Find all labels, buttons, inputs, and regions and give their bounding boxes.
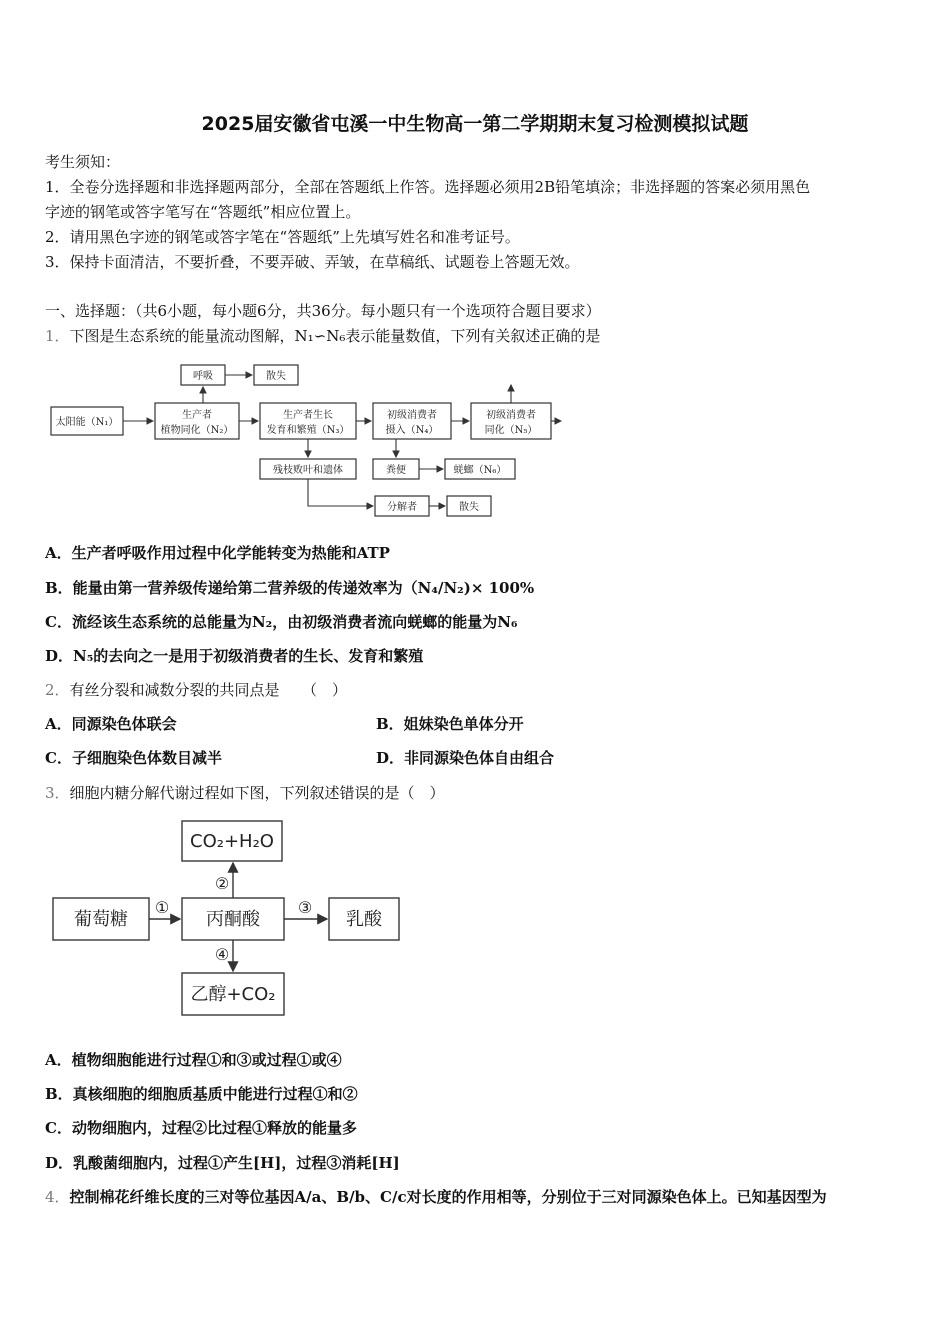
producer-label-2: 植物同化（N₂） [160,425,234,436]
question-stem: 控制棉花纤维长度的三对等位基因A/a、B/b、C/c对长度的作用相等，分别位于三对同源染色体上。已知基因型为 [69,1188,827,1206]
question-1 [45,326,600,346]
dungbeetle-label: 蜣螂（N₆） [453,465,507,476]
q1-option-d[interactable]: D．N₅的去向之一是用于初级消费者的生长、发育和繁殖 [45,647,424,665]
loss-label-2: 散失 [459,502,479,513]
q2-option-d[interactable]: D．非同源染色体自由组合 [376,749,555,767]
process-1-label: ① [154,898,170,917]
pyruvate-label: 丙酮酸 [206,909,260,930]
process-4-label: ④ [214,945,230,964]
q3-option-b[interactable]: B．真核细胞的细胞质基质中能进行过程①和② [45,1085,358,1103]
page-title: 2025届安徽省屯溪一中生物高一第二学期期末复习检测模拟试题 [201,113,749,135]
q3-option-c[interactable]: C．动物细胞内，过程②比过程①释放的能量多 [45,1119,357,1137]
notice-item-1-cont: 字迹的钢笔或答字笔写在“答题纸”相应位置上。 [45,203,361,221]
q3-option-a[interactable]: A．植物细胞能进行过程①和③或过程①或④ [45,1051,342,1069]
decomposer-label: 分解者 [387,502,417,513]
notice-item-3: 3．保持卡面清洁，不要折叠，不要弄破、弄皱，在草稿纸、试题卷上答题无效。 [45,253,580,271]
growth-label-2: 发育和繁殖（N₃） [266,425,350,436]
energy-flow-diagram [45,355,565,525]
q2-option-b[interactable]: B．姐妹染色单体分开 [376,715,524,733]
question-3 [45,783,445,803]
intake-label-2: 摄入（N₄） [385,425,439,436]
question-number: 1． [45,327,70,345]
growth-label-1: 生产者生长 [283,410,333,421]
notice-item-2: 2．请用黑色字迹的钢笔或答字笔在“答题纸”上先填写姓名和准考证号。 [45,228,520,246]
q3-option-d[interactable]: D．乳酸菌细胞内，过程①产生[H]，过程③消耗[H] [45,1154,400,1172]
question-4 [45,1187,827,1207]
sun-label: 太阳能（N₁） [55,417,119,428]
process-3-label: ③ [297,898,313,917]
assim-label-1: 初级消费者 [486,410,536,421]
feces-label: 粪便 [386,465,406,476]
litter-label: 残枝败叶和遗体 [273,465,343,476]
assim-label-2: 同化（N₅） [484,425,538,436]
ethanol-co2-label: 乙醇+CO₂ [190,984,276,1005]
question-number: 2． [45,681,70,699]
q1-option-b[interactable]: B．能量由第一营养级传递给第二营养级的传递效率为（N₄/N₂)× 100% [45,579,535,597]
question-number: 4． [45,1188,70,1206]
notice-item-1: 1．全卷分选择题和非选择题两部分，全部在答题纸上作答。选择题必须用2B铅笔填涂；非选择题的答案必须用黑色 [45,178,811,196]
process-2-label: ② [214,874,230,893]
question-number: 3． [45,784,70,802]
q1-option-a[interactable]: A．生产者呼吸作用过程中化学能转变为热能和ATP [45,544,390,562]
producer-label-1: 生产者 [182,410,212,421]
q2-option-c[interactable]: C．子细胞染色体数目减半 [45,749,222,767]
question-stem: 细胞内糖分解代谢过程如下图，下列叙述错误的是（ ） [69,784,445,802]
respiration-label: 呼吸 [193,371,213,382]
question-stem: 下图是生态系统的能量流动图解，N₁∽N₆表示能量数值，下列有关叙述正确的是 [69,327,601,345]
question-stem: 有丝分裂和减数分裂的共同点是 （ ） [69,681,348,699]
intake-label-1: 初级消费者 [387,410,437,421]
co2-h2o-label: CO₂+H₂O [190,831,274,852]
glucose-label: 葡萄糖 [74,909,128,930]
question-2 [45,680,347,700]
glucose-metabolism-diagram [45,815,415,1020]
lactate-label: 乳酸 [346,909,382,930]
q2-option-a[interactable]: A．同源染色体联会 [45,715,177,733]
loss-label-1: 散失 [266,371,286,382]
notice-heading: 考生须知： [45,153,121,171]
section-heading: 一、选择题：（共6小题，每小题6分，共36分。每小题只有一个选项符合题目要求） [45,302,601,320]
q1-option-c[interactable]: C．流经该生态系统的总能量为N₂，由初级消费者流向蜣螂的能量为N₆ [45,613,518,631]
